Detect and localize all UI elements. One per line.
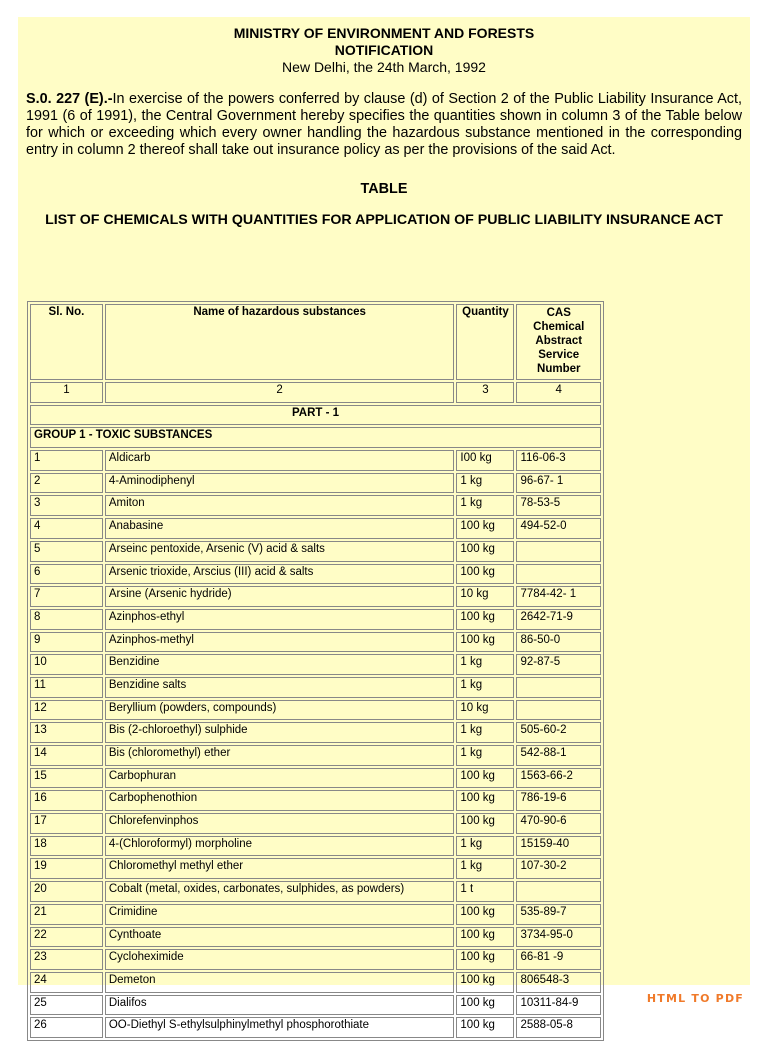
part-label: PART - 1 <box>30 405 601 426</box>
table-row <box>30 495 601 516</box>
preamble-paragraph <box>26 91 742 159</box>
cell-sl-no: 21 <box>30 904 103 925</box>
cell-cas-number: 7784-42- 1 <box>516 586 601 607</box>
cell-cas-number <box>516 700 601 721</box>
cell-sl-no: 11 <box>30 677 103 698</box>
header-substance-name: Name of hazardous substances <box>105 304 455 380</box>
header-quantity: Quantity <box>456 304 514 380</box>
cell-sl-no: 19 <box>30 858 103 879</box>
table-row <box>30 450 601 471</box>
cell-substance-name: 4-Aminodiphenyl <box>105 473 455 494</box>
cell-quantity: 100 kg <box>456 949 514 970</box>
cell-cas-number <box>516 881 601 902</box>
cell-substance-name: Carbophuran <box>105 768 455 789</box>
cell-cas-number: 107-30-2 <box>516 858 601 879</box>
cell-cas-number: 15159-40 <box>516 836 601 857</box>
html-to-pdf-footer: HTML TO PDF <box>646 992 744 1005</box>
cell-quantity: 100 kg <box>456 768 514 789</box>
table-row <box>30 768 601 789</box>
group-row <box>30 427 601 448</box>
cell-sl-no: 7 <box>30 586 103 607</box>
table-row <box>30 722 601 743</box>
table-row <box>30 836 601 857</box>
cell-sl-no: 9 <box>30 632 103 653</box>
column-number: 1 <box>30 382 103 403</box>
cell-substance-name: Bis (chloromethyl) ether <box>105 745 455 766</box>
cell-quantity: 1 kg <box>456 722 514 743</box>
cell-sl-no: 23 <box>30 949 103 970</box>
table-row <box>30 813 601 834</box>
cell-substance-name: Anabasine <box>105 518 455 539</box>
cell-sl-no: 15 <box>30 768 103 789</box>
table-row <box>30 473 601 494</box>
cell-cas-number: 806548-3 <box>516 972 601 993</box>
cell-cas-number: 116-06-3 <box>516 450 601 471</box>
table-row <box>30 632 601 653</box>
notification-ref: S.0. 227 (E).- <box>26 91 113 107</box>
cell-substance-name: Cycloheximide <box>105 949 455 970</box>
preamble-text: In exercise of the powers conferred by clause (d) of Section 2 of the Public Liability Insurance Act, 1991 (6 of 1991), the Central Government hereby specifies the quantities shown in column 3 of the Table below for which or exceeding which every owner handling the hazardous substance mentioned in the corresponding entry in column 2 thereof shall take out insurance policy as per the provisions of the said Act. <box>26 91 742 158</box>
header-cas-number: CAS Chemical Abstract Service Number <box>516 304 601 380</box>
cell-quantity: 100 kg <box>456 813 514 834</box>
group-label: GROUP 1 - TOXIC SUBSTANCES <box>30 427 601 448</box>
column-number: 3 <box>456 382 514 403</box>
cell-substance-name: Arsenic trioxide, Arscius (III) acid & salts <box>105 564 455 585</box>
cell-substance-name: Amiton <box>105 495 455 516</box>
table-row <box>30 654 601 675</box>
cell-sl-no: 1 <box>30 450 103 471</box>
cell-quantity: 100 kg <box>456 927 514 948</box>
cell-cas-number: 786-19-6 <box>516 790 601 811</box>
cell-sl-no: 24 <box>30 972 103 993</box>
cell-cas-number: 10311-84-9 <box>516 995 601 1016</box>
cell-sl-no: 4 <box>30 518 103 539</box>
cell-cas-number <box>516 677 601 698</box>
table-row <box>30 564 601 585</box>
cell-substance-name: Beryllium (powders, compounds) <box>105 700 455 721</box>
table-row <box>30 949 601 970</box>
cell-substance-name: Azinphos-ethyl <box>105 609 455 630</box>
cell-cas-number: 535-89-7 <box>516 904 601 925</box>
table-row <box>30 1017 601 1038</box>
cell-quantity: 100 kg <box>456 972 514 993</box>
cell-cas-number: 494-52-0 <box>516 518 601 539</box>
table-row <box>30 586 601 607</box>
cell-cas-number: 470-90-6 <box>516 813 601 834</box>
table-row <box>30 858 601 879</box>
cell-substance-name: Dialifos <box>105 995 455 1016</box>
cell-quantity: 100 kg <box>456 518 514 539</box>
cell-quantity: 10 kg <box>456 700 514 721</box>
list-title: LIST OF CHEMICALS WITH QUANTITIES FOR APPLICATION OF PUBLIC LIABILITY INSURANCE ACT <box>45 212 723 228</box>
chemicals-table <box>27 301 604 1041</box>
cell-substance-name: Azinphos-methyl <box>105 632 455 653</box>
cell-quantity: 100 kg <box>456 609 514 630</box>
cell-sl-no: 3 <box>30 495 103 516</box>
cell-cas-number: 92-87-5 <box>516 654 601 675</box>
cell-sl-no: 10 <box>30 654 103 675</box>
cell-quantity: 1 kg <box>456 677 514 698</box>
table-row <box>30 541 601 562</box>
table-row <box>30 745 601 766</box>
cell-sl-no: 2 <box>30 473 103 494</box>
cell-quantity: 1 kg <box>456 836 514 857</box>
cell-quantity: 1 kg <box>456 858 514 879</box>
table-row <box>30 904 601 925</box>
cell-sl-no: 25 <box>30 995 103 1016</box>
cell-substance-name: Arseinc pentoxide, Arsenic (V) acid & salts <box>105 541 455 562</box>
cell-sl-no: 26 <box>30 1017 103 1038</box>
cell-cas-number <box>516 541 601 562</box>
table-row <box>30 995 601 1016</box>
notification-heading: NOTIFICATION <box>334 42 434 58</box>
cell-substance-name: Bis (2-chloroethyl) sulphide <box>105 722 455 743</box>
cell-quantity: 1 t <box>456 881 514 902</box>
cell-cas-number: 542-88-1 <box>516 745 601 766</box>
cell-substance-name: Benzidine salts <box>105 677 455 698</box>
cell-sl-no: 17 <box>30 813 103 834</box>
cell-substance-name: Carbophenothion <box>105 790 455 811</box>
cell-cas-number: 1563-66-2 <box>516 768 601 789</box>
table-row <box>30 609 601 630</box>
cell-sl-no: 12 <box>30 700 103 721</box>
cell-quantity: 100 kg <box>456 632 514 653</box>
table-row <box>30 700 601 721</box>
column-number-row <box>30 382 601 403</box>
cell-substance-name: Chlorefenvinphos <box>105 813 455 834</box>
cell-quantity: 100 kg <box>456 564 514 585</box>
cell-sl-no: 22 <box>30 927 103 948</box>
cell-quantity: 100 kg <box>456 541 514 562</box>
table-row <box>30 927 601 948</box>
table-row <box>30 677 601 698</box>
cell-quantity: 1 kg <box>456 495 514 516</box>
cell-cas-number: 3734-95-0 <box>516 927 601 948</box>
cell-sl-no: 5 <box>30 541 103 562</box>
table-row <box>30 881 601 902</box>
cell-cas-number: 2642-71-9 <box>516 609 601 630</box>
cell-substance-name: Arsine (Arsenic hydride) <box>105 586 455 607</box>
cell-cas-number: 505-60-2 <box>516 722 601 743</box>
cell-cas-number: 96-67- 1 <box>516 473 601 494</box>
cell-sl-no: 6 <box>30 564 103 585</box>
cell-quantity: I00 kg <box>456 450 514 471</box>
table-row <box>30 790 601 811</box>
cell-cas-number: 86-50-0 <box>516 632 601 653</box>
cell-sl-no: 16 <box>30 790 103 811</box>
cell-cas-number: 78-53-5 <box>516 495 601 516</box>
cell-quantity: 100 kg <box>456 904 514 925</box>
place-date: New Delhi, the 24th March, 1992 <box>282 59 486 75</box>
column-number: 4 <box>516 382 601 403</box>
part-row <box>30 405 601 426</box>
cell-quantity: 1 kg <box>456 745 514 766</box>
cell-substance-name: Cynthoate <box>105 927 455 948</box>
cell-quantity: 1 kg <box>456 473 514 494</box>
cell-cas-number: 66-81 -9 <box>516 949 601 970</box>
table-title: TABLE <box>360 181 408 197</box>
cell-substance-name: Demeton <box>105 972 455 993</box>
cell-quantity: 100 kg <box>456 1017 514 1038</box>
cell-cas-number <box>516 564 601 585</box>
cell-substance-name: OO-Diethyl S-ethylsulphinylmethyl phosphorothiate <box>105 1017 455 1038</box>
cell-quantity: 100 kg <box>456 995 514 1016</box>
cell-substance-name: Benzidine <box>105 654 455 675</box>
header-sl-no: Sl. No. <box>30 304 103 380</box>
cell-cas-number: 2588-05-8 <box>516 1017 601 1038</box>
table-row <box>30 518 601 539</box>
cell-sl-no: 20 <box>30 881 103 902</box>
table-row <box>30 972 601 993</box>
table-header-row <box>30 304 601 380</box>
cell-quantity: 100 kg <box>456 790 514 811</box>
ministry-heading: MINISTRY OF ENVIRONMENT AND FORESTS <box>233 25 535 41</box>
cell-substance-name: Crimidine <box>105 904 455 925</box>
cell-substance-name: Chloromethyl methyl ether <box>105 858 455 879</box>
cell-sl-no: 18 <box>30 836 103 857</box>
cell-substance-name: Cobalt (metal, oxides, carbonates, sulphides, as powders) <box>105 881 455 902</box>
cell-substance-name: Aldicarb <box>105 450 455 471</box>
cell-quantity: 10 kg <box>456 586 514 607</box>
cell-sl-no: 14 <box>30 745 103 766</box>
column-number: 2 <box>105 382 455 403</box>
cell-sl-no: 8 <box>30 609 103 630</box>
cell-substance-name: 4-(Chloroformyl) morpholine <box>105 836 455 857</box>
cell-quantity: 1 kg <box>456 654 514 675</box>
cell-sl-no: 13 <box>30 722 103 743</box>
